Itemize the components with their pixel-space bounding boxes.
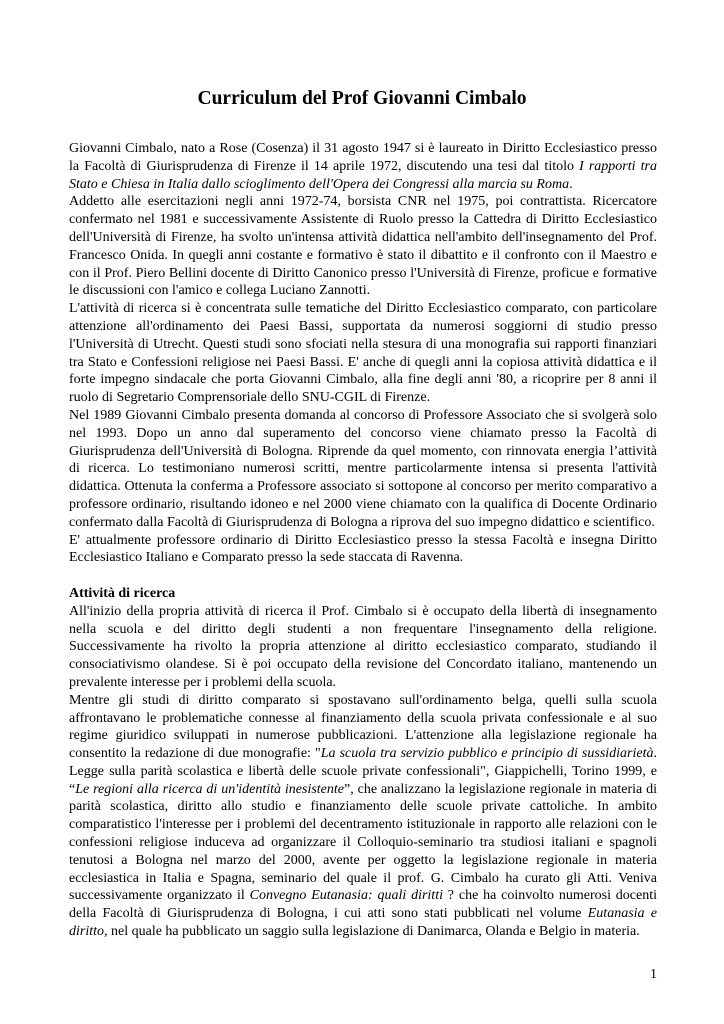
bio-paragraph-4 [69, 407, 657, 532]
document-body [69, 140, 657, 941]
page-number: 1 [650, 967, 657, 982]
text-run: , nel quale ha pubblicato un saggio sulla legislazione di Danimarca, Olanda e Belgio in materia. [104, 924, 640, 940]
text-run: Nel 1989 Giovanni Cimbalo presenta domanda al concorso di Professore Associato che si svolgerà solo nel 1993. Dopo un anno dal superamento del concorso viene chiamato presso la Facoltà di Giurisprudenza dell'Università di Bologna. Riprende da quel momento, con rinnovata energia l’attività di ricerca. Lo testimoniano numerosi scritti, mentre particolarmente intensa si presenta l'attività didattica. Ottenuta la conferma a Professore associato si sottopone al concorso per merito comparativo a professore ordinario, risultando idoneo e nel 2000 viene chiamato con la qualifica di Docente Ordinario confermato dalla Facoltà di Giurisprudenza di Bologna a riprova del suo impegno didattico e scientifico. [69, 407, 657, 530]
text-run: Le regioni alla ricerca di un'identità inesistente [75, 781, 344, 797]
text-run: All'inizio della propria attività di ricerca il Prof. Cimbalo si è occupato della libertà di insegnamento nella scuola e del diritto degli studenti a non frequentare l'insegnamento della religione. Successivamente ha rivolto la propria attenzione al diritto ecclesiastico comparato, studiando il consociativismo olandese. Si è poi occupato della revisione del Concordato italiano, mantenendo un prevalente interesse per i problemi della scuola. [69, 603, 657, 690]
text-run: Eutanasia e diritto [69, 906, 657, 940]
text-run: . Legge sulla parità scolastica e libertà delle scuole private confessionali", Giappichelli, Torino 1999, e “ [69, 746, 657, 797]
bio-paragraph-2 [69, 193, 657, 300]
text-run: ”, che analizzano la legislazione regionale in materia di parità scolastica, diritto allo studio e finanziamento delle scuole private cattoliche. In ambito comparatistico l'interesse per i problemi del decentramento istituzionale in rapporto alle relazioni con le confessioni religiose induceva ad organizzare il Colloquio-seminario tra studiosi italiani e spagnoli tenutosi a Bologna nel marzo del 2000, avente per oggetto la legislazione regionale in materia ecclesiastica in Italia e Spagna, seminario del quale il prof. G. Cimbalo ha curato gli Atti. Veniva successivamente organizzato il [69, 781, 657, 904]
bio-paragraph-5 [69, 532, 657, 568]
text-run: E' attualmente professore ordinario di Diritto Ecclesiastico presso la stessa Facoltà e insegna Diritto Ecclesiastico Italiano e Comparato presso la sede staccata di Ravenna. [69, 532, 657, 566]
text-run: . [569, 176, 573, 192]
text-run: L'attività di ricerca si è concentrata sulle tematiche del Diritto Ecclesiastico comparato, con particolare attenzione all'ordinamento dei Paesi Bassi, supportata da numerosi soggiorni di studio presso l'Università di Utrecht. Questi studi sono sfociati nella stesura di una monografia sui rapporti finanziari tra Stato e Confessioni religiose nei Paesi Bassi. E' anche di quegli anni la copiosa attività didattica e il forte impegno sindacale che porta Giovanni Cimbalo, alla fine degli anni '80, a ricoprire per 8 anni il ruolo di Segretario Comprensoriale dello SNU-CGIL di Firenze. [69, 301, 657, 406]
text-run: La scuola tra servizio pubblico e principio di sussidiarietà [320, 746, 654, 762]
text-run: I rapporti tra Stato e Chiesa in Italia dallo scioglimento dell'Opera dei Congressi alla marcia su Roma [69, 158, 657, 192]
bio-paragraph-1 [69, 140, 657, 193]
bio-paragraph-3 [69, 300, 657, 407]
text-run: ? che ha coinvolto numerosi docenti della Facoltà di Giurisprudenza di Bologna, i cui atti sono stati pubblicati nel volume [69, 888, 657, 922]
document-title: Curriculum del Prof Giovanni Cimbalo [197, 88, 527, 109]
research-paragraph-1 [69, 603, 657, 692]
text-run: Addetto alle esercitazioni negli anni 1972-74, borsista CNR nel 1975, poi contrattista. Ricercatore confermato nel 1981 e successivamente Assistente di Ruolo presso la Cattedra di Diritto Ecclesiastico dell'Università di Firenze, ha svolto un'intensa attività didattica nell'ambito dell'insegnamento del Prof. Francesco Onida. In quegli anni costante e formativo è stato il dibattito e il confronto con il Maestro e con il Prof. Piero Bellini docente di Diritto Canonico presso l'Università di Firenze, proficue e formative le discussioni con l'amico e collega Luciano Zannotti. [69, 194, 657, 299]
text-run: Giovanni Cimbalo, nato a Rose (Cosenza) il 31 agosto 1947 si è laureato in Diritto Ecclesiastico presso la Facoltà di Giurisprudenza di Firenze il 14 aprile 1972, discutendo una tesi dal titolo [69, 141, 657, 174]
section-spacer [69, 567, 657, 585]
text-run: Mentre gli studi di diritto comparato si spostavano sull'ordinamento belga, quelli sulla scuola affrontavano le problematiche connesse al finanziamento della scuola privata confessionale e al suo regime giuridico sviluppati in numerose pubblicazioni. L'attenzione alla legislazione regionale ha consentito la redazione di due monografie: " [69, 692, 657, 762]
research-paragraph-2 [69, 692, 657, 941]
text-run: Convegno Eutanasia: quali diritti [249, 888, 443, 904]
research-heading: Attività di ricerca [69, 585, 176, 601]
